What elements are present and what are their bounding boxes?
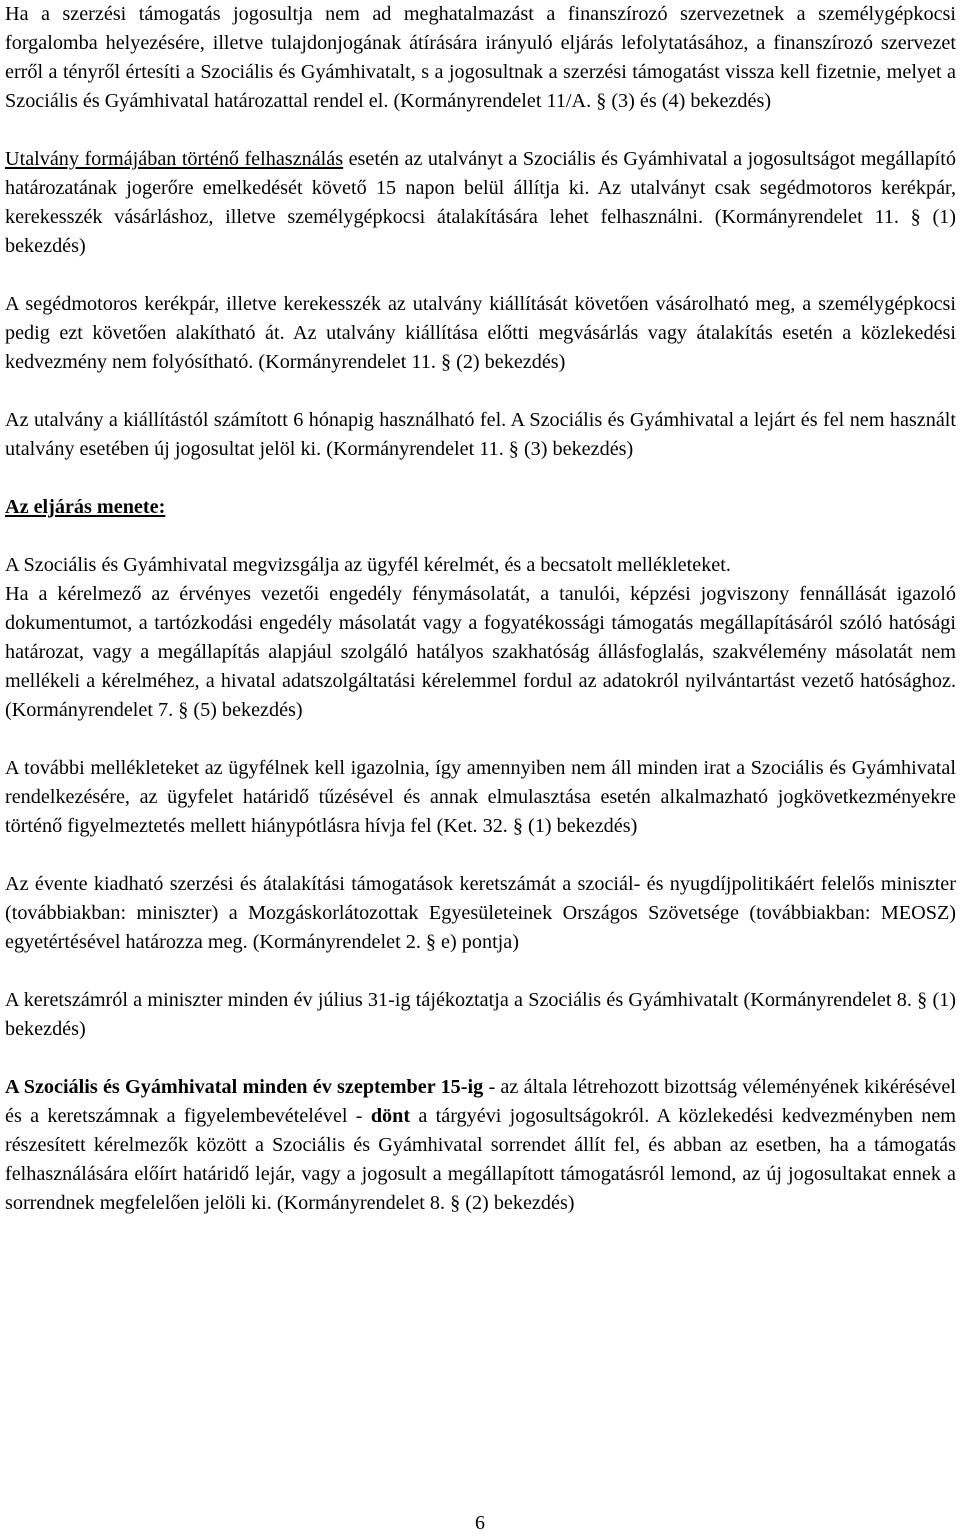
paragraph-voucher-use [5,145,956,261]
section-heading-procedure: Az eljárás menete: [5,496,166,518]
decision-ranking-text: a tárgyévi jogosultságokról. A közlekedési kedvezményben nem részesített kérelmezők között a Szociális és Gyámhivatal sorrendet állít fel, és abban az esetben, ha a támogatás felhasználására előírt határidő lejár, vagy a jogosult a megállapított támogatásról lemond, az új jogosultakat ennek a sorrendnek megfelelően jelöli ki. (Kormányrendelet 8. § (2) bekezdés) [5,1105,957,1214]
paragraph-refund: Ha a szerzési támogatás jogosultja nem ad meghatalmazást a finanszírozó szervezetnek a személygépkocsi forgalomba helyezésére, illetve tulajdonjogának átírására irányuló eljárás lefolytatásához, a finanszírozó szervezet erről a tényről értesíti a Szociális és Gyámhivatalt, s a jogosultnak a szerzési támogatást vissza kell fizetnie, melyet a Szociális és Gyámhivatal határozattal rendel el. (Kormányrendelet 11/A. § (3) és (4) bekezdés) [5,3,956,112]
decision-committee-text: - az általa létrehozott bizottság véleményének kikérésével és a keretszámnak a figyelembevételével - [5,1076,956,1127]
paragraph-quota: Az évente kiadható szerzési és átalakítási támogatások keretszámát a szociál- és nyugdíjpolitikáért felelős miniszter (továbbiakban: miniszter) a Mozgáskorlátozottak Egyesületeinek Országos Szövetsége (továbbiakban: MEOSZ) egyetértésével határozza meg. (Kormányrendelet 2. § e) pontja) [5,873,956,953]
paragraph-attachments: A további mellékleteket az ügyfélnek kell igazolnia, így amennyiben nem áll minden irat a Szociális és Gyámhivatal rendelkezésére, az ügyfelet határidő tűzésével és annak elmulasztása esetén alkalmazható jogkövetkezményekre történő figyelmeztetés mellett hiánypótlásra hívja fel (Ket. 32. § (1) bekezdés) [5,757,956,837]
paragraph-quota-notice: A keretszámról a miniszter minden év július 31-ig tájékoztatja a Szociális és Gyámhivatalt (Kormányrendelet 8. § (1) bekezdés) [5,989,956,1040]
paragraph-voucher-validity: Az utalvány a kiállítástól számított 6 hónapig használható fel. A Szociális és Gyámhivatal a lejárt és fel nem használt utalvány esetében új jogosultat jelöl ki. (Kormányrendelet 11. § (3) bekezdés) [5,409,956,460]
page-number: 6 [475,1512,485,1534]
voucher-use-underlined-phrase: Utalvány formájában történő felhasználás [5,148,344,170]
decision-deadline-bold: A Szociális és Gyámhivatal minden év szeptember 15-ig [5,1076,484,1098]
voucher-use-text: esetén az utalványt a Szociális és Gyámhivatal a jogosultságot megállapító határozatának jogerőre emelkedését követő 15 napon belül állítja ki. Az utalványt csak segédmotoros kerékpár, kerekesszék vásárláshoz, illetve személygépkocsi átalakítására lehet felhasználni. (Kormányrendelet 11. § (1) bekezdés) [5,148,956,257]
paragraph-review: A Szociális és Gyámhivatal megvizsgálja az ügyfél kérelmét, és a becsatolt mellékleteket. [5,554,731,576]
decision-verb-bold: dönt [370,1105,411,1127]
paragraph-decision [5,1073,956,1218]
paragraph-data-request: Ha a kérelmező az érvényes vezetői engedély fénymásolatát, a tanulói, képzési jogviszony fennállását igazoló dokumentumot, a tartózkodási engedély másolatát vagy a fogyatékossági támogatás megállapításáról szóló hatósági határozat, vagy a megállapítás alapjául szolgáló hatályos szakhatóság állásfoglalás, szakvélemény másolatát nem mellékeli a kérelméhez, a hivatal adatszolgáltatási kérelemmel fordul az adatokról nyilvántartást vezető hatósághoz. (Kormányrendelet 7. § (5) bekezdés) [5,583,956,721]
paragraph-voucher-purchase: A segédmotoros kerékpár, illetve kerekesszék az utalvány kiállítását követően vásárolható meg, a személygépkocsi pedig ezt követően alakítható át. Az utalvány kiállítása előtti megvásárlás vagy átalakítás esetén a közlekedési kedvezmény nem folyósítható. (Kormányrendelet 11. § (2) bekezdés) [5,293,956,373]
document-page [5,0,956,1247]
